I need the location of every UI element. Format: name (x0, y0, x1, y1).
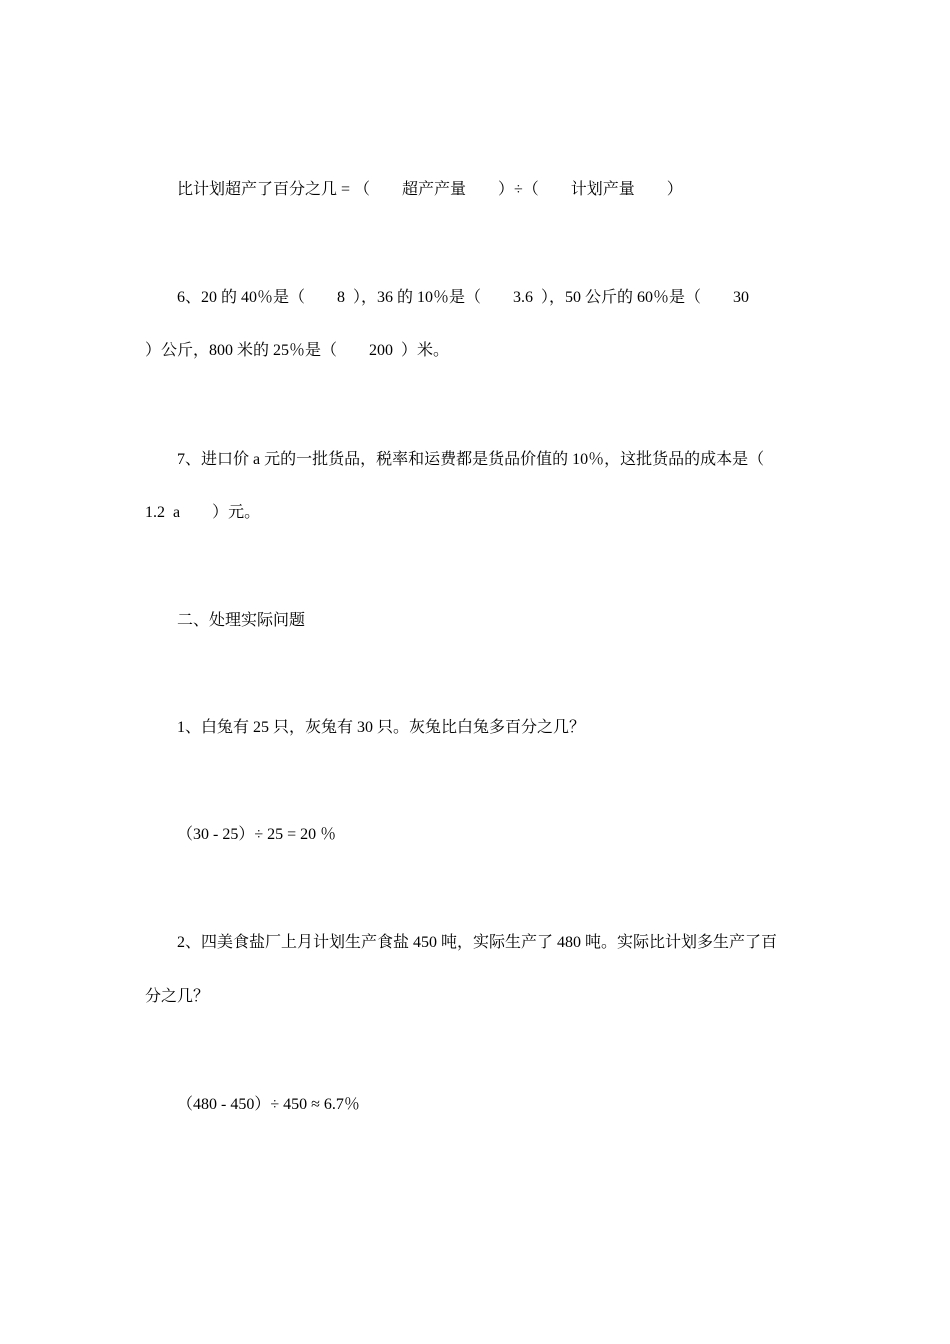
problem-2-line-1: 2、四美食盐厂上月计划生产食盐 450 吨，实际生产了 480 吨。实际比计划多生产了百 (177, 934, 778, 951)
question-7-line-1: 7、进口价 a 元的一批货品，税率和运费都是货品价值的 10％，这批货品的成本是（ (177, 451, 765, 468)
problem-1-text: 1、白兔有 25 只，灰兔有 30 只。灰兔比白兔多百分之几？ (177, 719, 586, 736)
problem-2-answer: （480 - 450）÷ 450 ≈ 6.7％ (177, 1096, 360, 1113)
formula-percent-over-plan: 比计划超产了百分之几 = （ 超产产量 ）÷（ 计划产量 ） (177, 181, 683, 198)
question-6-line-1: 6、20 的 40％是（ 8 ），36 的 10％是（ 3.6 ），50 公斤的 60％是（ 30 (177, 289, 750, 306)
question-7-line-2: 1.2 a ）元。 (145, 504, 261, 521)
problem-1-answer: （30 - 25）÷ 25 = 20 ％ (177, 826, 337, 843)
section-heading-practical-problems: 二、处理实际问题 (177, 612, 306, 629)
problem-2-line-2: 分之几？ (145, 988, 210, 1005)
question-6-line-2: ）公斤，800 米的 25％是（ 200 ）米。 (145, 342, 450, 359)
